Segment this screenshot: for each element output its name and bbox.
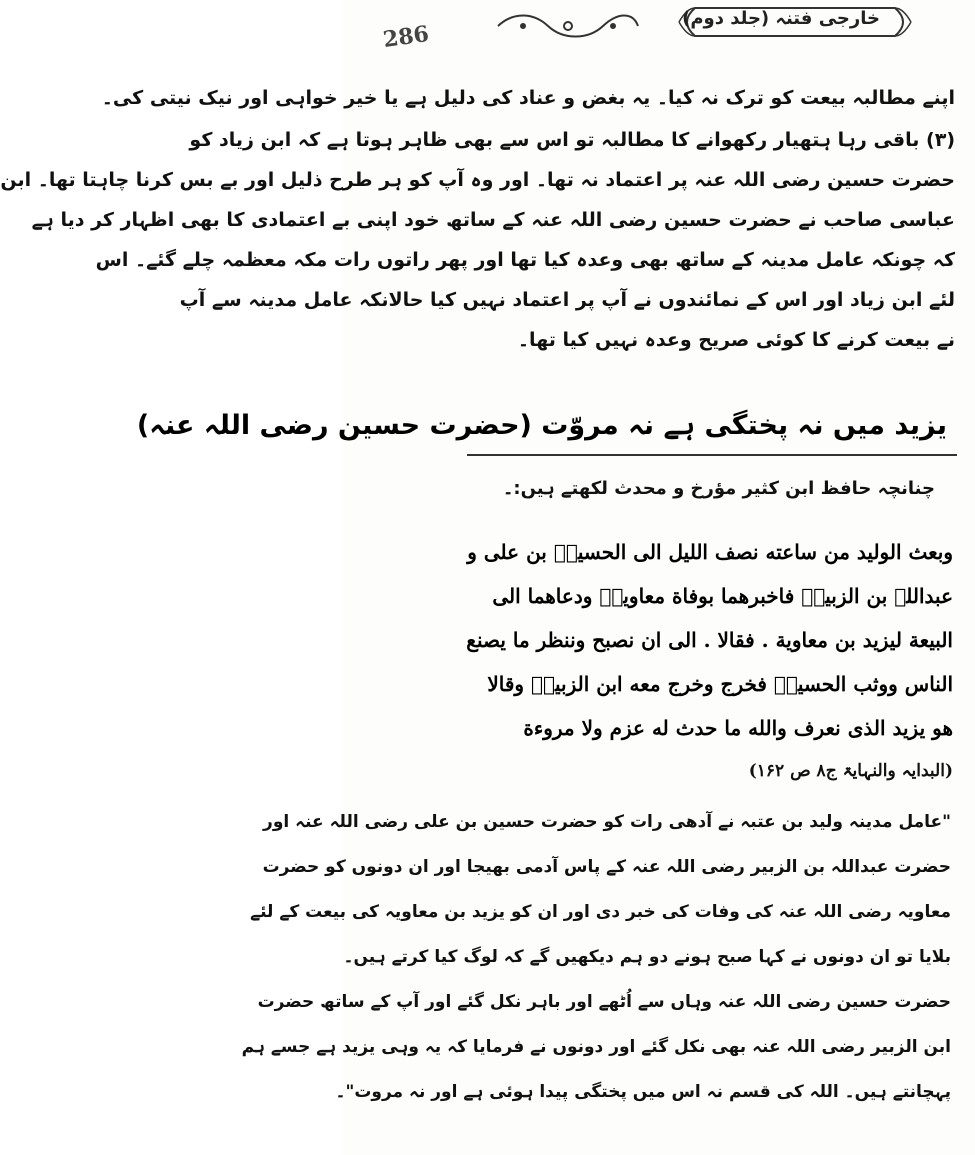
translation-line: پہچانتے ہیں۔ اللہ کی قسم نہ اس میں پختگی پیدا ہوئی ہے اور نہ مروت"۔ bbox=[335, 1082, 951, 1102]
translation-line: بلایا تو ان دونوں نے کہا صبح ہونے دو ہم دیکھیں گے کہ لوگ کیا کرتے ہیں۔ bbox=[343, 947, 951, 967]
arabic-line: عبداللہ بن الزبیرؓ فاخبرهما بوفاة معاويةؓ ودعاهما الى bbox=[492, 584, 953, 608]
quote-intro: چنانچہ حافظ ابن کثیر مؤرخ و محدث لکھتے ہیں:۔ bbox=[502, 478, 935, 499]
page-header bbox=[343, 0, 975, 52]
section-heading bbox=[136, 402, 957, 456]
text-line: نے بیعت کرنے کا کوئی صریح وعدہ نہیں کیا تھا۔ bbox=[517, 329, 955, 351]
text-line: حضرت حسین رضی اللہ عنہ پر اعتماد نہ تھا۔ اور وہ آپ کو ہر طرح ذلیل اور بے بس کرنا چاہتا تھا۔ ابن bbox=[0, 169, 955, 191]
heading-underline bbox=[467, 454, 957, 456]
page-number: 286 bbox=[381, 20, 431, 54]
arabic-line: البيعة ليزيد بن معاوية . فقالا . الى ان نصبح وننظر ما يصنع bbox=[466, 628, 953, 652]
text-line: اپنے مطالبہ بیعت کو ترک نہ کیا۔ یہ بغض و عناد کی دلیل ہے یا خیر خواہی اور نیک نیتی کی۔ bbox=[101, 87, 955, 109]
urdu-translation bbox=[241, 800, 951, 1115]
source-citation: (البدایہ والنہایۃ ج۸ ص ۱۶۲) bbox=[748, 761, 953, 781]
arabic-line: الناس ووثب الحسينؓ فخرج وخرج معه ابن الزبيرؓ وقالا bbox=[487, 672, 953, 696]
arabic-line: هو يزيد الذى نعرف والله ما حدث له عزم ولا مروءة bbox=[523, 716, 953, 740]
section-heading-text: یزید میں نہ پختگی ہے نہ مروّت (حضرت حسین رضی اللہ عنہ) bbox=[136, 410, 947, 441]
text-line: کہ چونکہ عامل مدینہ کے ساتھ بھی وعدہ کیا تھا اور پھر راتوں رات مکہ معظمہ چلے گئے۔ اس bbox=[95, 249, 955, 271]
paragraph-intro bbox=[101, 78, 955, 118]
translation-line: ابن الزبیر رضی اللہ عنہ بھی نکل گئے اور دونوں نے فرمایا کہ یہ وہی یزید ہے جسے ہم bbox=[241, 1037, 951, 1057]
translation-line: معاویہ رضی اللہ عنہ کی وفات کی خبر دی اور ان کو یزید بن معاویہ کی بیعت کے لئے bbox=[250, 902, 951, 922]
paragraph-point-3 bbox=[0, 120, 955, 360]
text-line: (۳) باقی رہا ہتھیار رکھوانے کا مطالبہ تو اس سے بھی ظاہر ہوتا ہے کہ ابن زیاد کو bbox=[189, 129, 955, 151]
text-line: لئے ابن زیاد اور اس کے نمائندوں نے آپ پر اعتماد نہیں کیا حالانکہ عامل مدینہ سے آپ bbox=[179, 289, 955, 311]
decorative-scroll-icon bbox=[493, 10, 643, 42]
text-line: عباسی صاحب نے حضرت حسین رضی اللہ عنہ کے ساتھ خود اپنی بے اعتمادی کا بھی اظہار کر دیا ہے bbox=[31, 209, 955, 231]
translation-line: حضرت عبداللہ بن الزبیر رضی اللہ عنہ کے پاس آدمی بھیجا اور ان دونوں کو حضرت bbox=[262, 857, 951, 877]
running-title: خارجی فتنہ (جلد دوم) bbox=[682, 8, 880, 29]
arabic-line: وبعث الوليد من ساعته نصف الليل الى الحسينؓ بن على و bbox=[467, 540, 953, 564]
arabic-quotation bbox=[353, 530, 953, 750]
translation-line: حضرت حسین رضی اللہ عنہ وہاں سے اُٹھے اور باہر نکل گئے اور آپ کے ساتھ حضرت bbox=[257, 992, 951, 1012]
translation-line: "عامل مدینہ ولید بن عتبہ نے آدھی رات کو حضرت حسین بن علی رضی اللہ عنہ اور bbox=[263, 812, 951, 832]
